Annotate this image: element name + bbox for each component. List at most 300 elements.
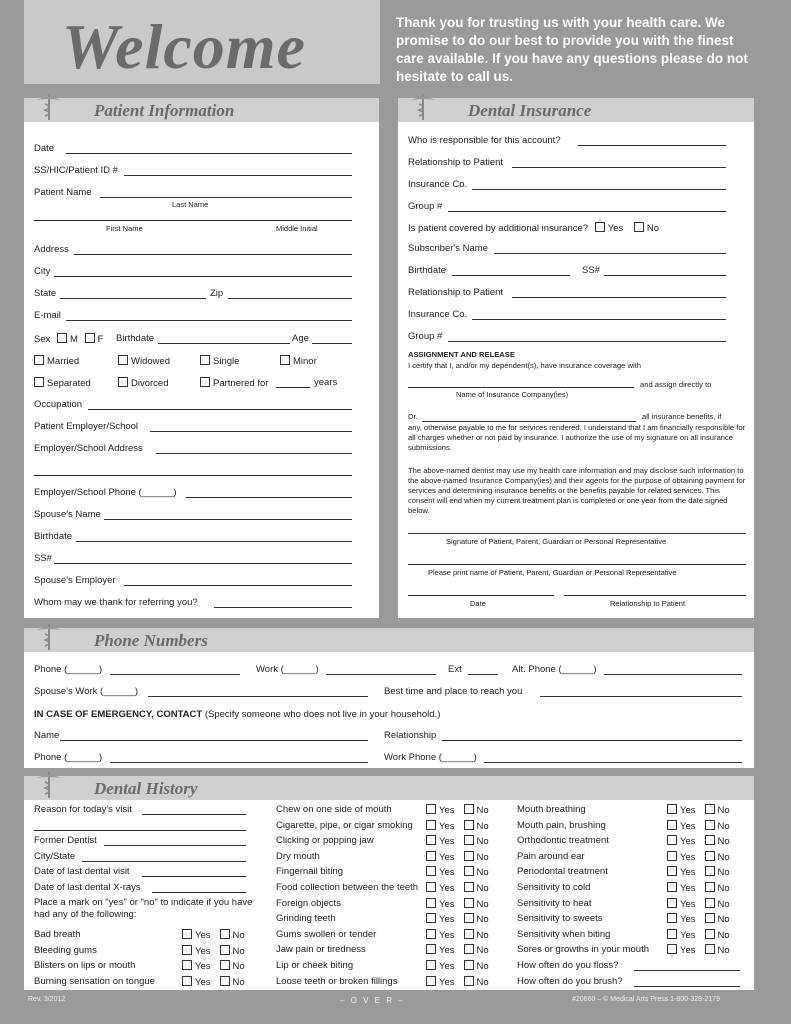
history-item-label: Lip or cheek biting <box>276 960 354 971</box>
no-label: No <box>717 836 730 848</box>
emergency-name-field[interactable] <box>60 740 368 741</box>
married-checkbox[interactable] <box>34 355 44 365</box>
yes-checkbox[interactable] <box>182 945 192 955</box>
years-label: years <box>314 377 338 388</box>
last-visit-label: Date of last dental visit <box>34 866 130 877</box>
age-field[interactable] <box>312 343 352 344</box>
employer-label: Patient Employer/School <box>34 421 139 432</box>
history-item-label: Loose teeth or broken fillings <box>276 975 398 987</box>
yes-no-group <box>426 976 489 988</box>
panel-header <box>24 98 379 122</box>
spouse-work-label: Spouse's Work (______) <box>34 686 139 697</box>
yes-label: Yes <box>439 945 455 957</box>
divorced-option <box>118 377 169 389</box>
ss-id-field[interactable] <box>124 175 352 176</box>
yes-label: Yes <box>680 898 696 910</box>
no-checkbox[interactable] <box>220 929 230 939</box>
no-checkbox[interactable] <box>464 804 474 814</box>
responsible-field[interactable] <box>578 145 726 146</box>
reason-label: Reason for today's visit <box>34 804 132 815</box>
minor-checkbox[interactable] <box>280 355 290 365</box>
history-item-label: Sensitivity to sweets <box>517 913 603 925</box>
insurance-co-label: Insurance Co. <box>408 179 468 190</box>
panel-title: Patient Information <box>94 101 235 120</box>
widowed-checkbox[interactable] <box>118 355 128 365</box>
yes-no-group <box>667 851 730 863</box>
additional-yes-checkbox[interactable] <box>595 222 605 232</box>
yes-no-group <box>667 898 730 910</box>
history-item-label: Chew on one side of mouth <box>276 804 392 815</box>
history-item-label: Foreign objects <box>276 897 341 909</box>
emergency-heading <box>34 709 440 720</box>
emergency-phone-label: Phone (______) <box>34 752 103 763</box>
yes-checkbox[interactable] <box>426 898 436 908</box>
emergency-name-label: Name <box>34 730 60 741</box>
yes-checkbox[interactable] <box>426 835 436 845</box>
employer-address-label: Employer/School Address <box>34 443 143 454</box>
floss-field[interactable] <box>634 970 740 971</box>
no-checkbox[interactable] <box>705 804 715 814</box>
yes-no-group <box>667 804 730 816</box>
partnered-years-field[interactable] <box>276 387 310 388</box>
no-label: No <box>476 945 489 957</box>
date-signed-field[interactable] <box>408 595 554 596</box>
welcome-message: Thank you for trusting us with your health care. We promise to do our best to provide you with the finest care available. If you have any questions please do not hesitate to call us. <box>396 15 748 84</box>
city-state-field[interactable] <box>82 861 246 862</box>
married-label: Married <box>47 356 80 367</box>
no-label: No <box>717 820 730 832</box>
panel-title: Phone Numbers <box>94 631 208 650</box>
history-item-label: Periodontal treatment <box>517 866 608 878</box>
minor-option <box>280 355 317 367</box>
yes-no-group <box>182 976 245 988</box>
yes-checkbox[interactable] <box>667 898 677 908</box>
no-label: No <box>476 851 489 863</box>
assignment-text-2: and assign directly to <box>640 380 712 389</box>
panel-header <box>398 98 754 122</box>
best-time-label: Best time and place to reach you <box>384 686 523 697</box>
emergency-work-phone-field[interactable] <box>484 762 742 763</box>
history-item-label: Pain around ear <box>517 850 585 862</box>
spouse-name-field[interactable] <box>104 519 352 520</box>
additional-ins-row <box>408 222 659 234</box>
no-label: No <box>717 914 730 926</box>
history-item-label: Blisters on lips or mouth <box>34 960 136 972</box>
consent-text: The above-named dentist may use my health care information and may disclose such information to the above-named Insurance Company(ies) and their agents for the purpose of obtaining payment for services and determining insurance benefits or the benefits payable for related services. This consent will end when my current treatment plan is completed or one year from the date signed below. <box>408 466 746 515</box>
last-visit-field[interactable] <box>142 876 246 877</box>
yes-label: Yes <box>439 836 455 848</box>
history-item-label: Grinding teeth <box>276 913 336 925</box>
zip-field[interactable] <box>228 298 352 299</box>
panel-header <box>24 628 754 652</box>
date-field[interactable] <box>66 153 352 154</box>
history-item-label: Clicking or popping jaw <box>276 835 374 847</box>
middle-initial-caption: Middle Initial <box>276 224 318 233</box>
yes-label: Yes <box>680 883 696 894</box>
yes-checkbox[interactable] <box>182 976 192 986</box>
caduceus-icon <box>34 92 64 122</box>
yes-checkbox[interactable] <box>667 882 677 892</box>
no-checkbox[interactable] <box>220 945 230 955</box>
yes-label: Yes <box>195 976 211 988</box>
dental-insurance-panel <box>398 98 754 618</box>
emergency-phone-field[interactable] <box>110 762 368 763</box>
yes-checkbox[interactable] <box>667 804 677 814</box>
yes-checkbox[interactable] <box>426 851 436 861</box>
yes-no-group <box>667 913 730 925</box>
panel-title: Dental History <box>94 779 198 798</box>
alt-phone-label: Alt. Phone (______) <box>512 664 597 675</box>
former-dentist-field[interactable] <box>104 845 246 846</box>
no-label: No <box>717 883 730 894</box>
yes-label: Yes <box>680 805 696 816</box>
no-checkbox[interactable] <box>464 898 474 908</box>
widowed-option <box>118 355 170 367</box>
brush-field[interactable] <box>634 986 740 987</box>
yes-no-group <box>426 835 489 847</box>
age-label: Age <box>292 333 309 344</box>
history-item-label: Sores or growths in your mouth <box>517 944 650 956</box>
history-item-label: Sensitivity to cold <box>517 882 591 893</box>
yes-label: Yes <box>195 961 211 973</box>
yes-checkbox[interactable] <box>667 851 677 861</box>
responsible-label: Who is responsible for this account? <box>408 135 561 146</box>
no-label: No <box>646 223 660 234</box>
widowed-label: Widowed <box>131 356 171 367</box>
insurance-company-field[interactable] <box>408 387 634 388</box>
reason-field-2[interactable] <box>34 830 246 831</box>
divorced-checkbox[interactable] <box>118 377 128 387</box>
history-item-label: Bad breath <box>34 929 81 940</box>
yes-label: Yes <box>680 836 696 848</box>
yes-checkbox[interactable] <box>667 929 677 939</box>
spouse-birthdate-field[interactable] <box>76 541 352 542</box>
yes-label: Yes <box>439 961 455 972</box>
insurance-co2-label: Insurance Co. <box>408 309 468 320</box>
no-label: No <box>717 945 730 957</box>
yes-checkbox[interactable] <box>426 976 436 986</box>
yes-label: Yes <box>439 867 455 879</box>
phone-field[interactable] <box>110 674 240 675</box>
welcome-title: Welcome <box>62 11 306 82</box>
marital-row-1 <box>34 355 79 367</box>
dental-history-panel <box>24 776 754 990</box>
history-item-label: Mouth breathing <box>517 804 586 815</box>
employer-phone-label: Employer/School Phone (______) <box>34 487 177 498</box>
yes-label: Yes <box>439 851 455 863</box>
relationship-field[interactable] <box>512 167 726 168</box>
spouse-ss-label: SS# <box>34 553 52 564</box>
spouse-employer-label: Spouse's Employer <box>34 575 116 586</box>
dr-field[interactable] <box>422 421 636 422</box>
sex-m-label: M <box>70 334 78 345</box>
group-label: Group # <box>408 201 443 212</box>
subscriber-label: Subscriber's Name <box>408 243 488 254</box>
panel-title: Dental Insurance <box>468 101 592 120</box>
signature-caption: Signature of Patient, Parent, Guardian or Personal Representative <box>446 537 667 546</box>
separated-option <box>34 377 91 389</box>
group2-label: Group # <box>408 331 443 342</box>
yes-no-group <box>182 960 245 972</box>
employer-phone-field[interactable] <box>186 497 352 498</box>
no-checkbox[interactable] <box>464 960 474 970</box>
yes-checkbox[interactable] <box>426 820 436 830</box>
no-checkbox[interactable] <box>464 835 474 845</box>
sub-ss-label: SS# <box>582 265 600 276</box>
insurance-co-field[interactable] <box>472 189 726 190</box>
yes-checkbox[interactable] <box>426 804 436 814</box>
work-label: Work (______) <box>256 664 319 675</box>
no-checkbox[interactable] <box>705 929 715 939</box>
yes-checkbox[interactable] <box>667 913 677 923</box>
yes-checkbox[interactable] <box>426 944 436 954</box>
minor-label: Minor <box>293 356 317 367</box>
birthdate-field[interactable] <box>158 343 290 344</box>
assignment-text-1: I certify that I, and/or my dependent(s), have insurance coverage with <box>408 361 641 370</box>
no-label: No <box>476 836 489 848</box>
no-label: No <box>476 883 489 894</box>
no-label: No <box>717 805 730 816</box>
sex-f-label: F <box>97 334 104 345</box>
yes-no-group <box>426 929 489 941</box>
yes-checkbox[interactable] <box>182 929 192 939</box>
zip-label: Zip <box>210 288 224 299</box>
employer-address-field-2[interactable] <box>34 475 352 476</box>
first-name-caption: First Name <box>106 224 143 233</box>
yes-no-group <box>426 851 489 863</box>
occupation-field[interactable] <box>88 409 352 410</box>
yes-label: Yes <box>607 223 624 234</box>
brush-label: How often do you brush? <box>517 976 623 987</box>
no-label: No <box>717 898 730 910</box>
best-time-field[interactable] <box>540 696 742 697</box>
relationship-caption: Relationship to Patient <box>610 599 686 608</box>
no-label: No <box>717 851 730 863</box>
no-label: No <box>476 898 489 910</box>
no-checkbox[interactable] <box>464 913 474 923</box>
yes-label: Yes <box>680 945 696 957</box>
yes-checkbox[interactable] <box>426 882 436 892</box>
no-label: No <box>717 929 730 941</box>
yes-label: Yes <box>439 929 455 941</box>
insurance-co2-field[interactable] <box>472 319 726 320</box>
yes-no-group <box>426 866 489 878</box>
print-name-field[interactable] <box>408 564 746 565</box>
patient-information-panel <box>24 98 379 618</box>
employer-field[interactable] <box>150 431 352 432</box>
yes-no-group <box>667 835 730 847</box>
separated-label: Separated <box>47 378 91 389</box>
dr-label: Dr. <box>408 412 418 421</box>
spouse-employer-field[interactable] <box>124 585 352 586</box>
sub-birthdate-field[interactable] <box>452 275 570 276</box>
no-checkbox[interactable] <box>464 851 474 861</box>
yes-no-group <box>426 804 489 816</box>
emergency-relationship-field[interactable] <box>442 740 742 741</box>
yes-checkbox[interactable] <box>182 960 192 970</box>
yes-no-group <box>426 960 489 972</box>
no-label: No <box>717 867 730 879</box>
single-checkbox[interactable] <box>200 355 210 365</box>
subscriber-field[interactable] <box>494 253 726 254</box>
first-name-field[interactable] <box>34 220 352 221</box>
relationship-signed-field[interactable] <box>564 595 746 596</box>
relationship2-field[interactable] <box>512 297 726 298</box>
work-field[interactable] <box>326 674 436 675</box>
no-checkbox[interactable] <box>705 898 715 908</box>
ext-field[interactable] <box>468 674 498 675</box>
no-label: No <box>232 976 245 988</box>
yes-no-group <box>426 882 489 894</box>
no-checkbox[interactable] <box>705 882 715 892</box>
emergency-relationship-label: Relationship <box>384 730 437 741</box>
yes-checkbox[interactable] <box>426 913 436 923</box>
yes-label: Yes <box>680 867 696 879</box>
yes-checkbox[interactable] <box>667 944 677 954</box>
relationship-label: Relationship to Patient <box>408 157 504 168</box>
assignment-text-3: all insurance benefits, if <box>642 412 722 421</box>
yes-checkbox[interactable] <box>426 929 436 939</box>
history-item-label: Sensitivity when biting <box>517 928 611 940</box>
sex-m-checkbox[interactable] <box>57 333 67 343</box>
yes-no-group <box>426 898 489 910</box>
history-item-label: Sensitivity to heat <box>517 897 592 909</box>
spouse-birthdate-label: Birthdate <box>34 531 73 542</box>
no-checkbox[interactable] <box>464 929 474 939</box>
no-label: No <box>476 976 489 988</box>
spouse-work-field[interactable] <box>148 696 368 697</box>
yes-no-group <box>667 929 730 941</box>
no-checkbox[interactable] <box>464 820 474 830</box>
floss-label: How often do you floss? <box>517 960 619 971</box>
no-label: No <box>232 961 245 973</box>
yes-no-group <box>182 929 245 941</box>
emergency-work-phone-label: Work Phone (______) <box>384 752 477 763</box>
no-label: No <box>476 820 489 832</box>
date-caption: Date <box>470 599 486 608</box>
partnered-checkbox[interactable] <box>200 377 210 387</box>
state-field[interactable] <box>60 298 206 299</box>
reason-field[interactable] <box>142 814 246 815</box>
last-xray-field[interactable] <box>152 892 246 893</box>
no-checkbox[interactable] <box>705 944 715 954</box>
no-checkbox[interactable] <box>464 944 474 954</box>
sex-row <box>34 333 103 345</box>
yes-label: Yes <box>439 805 455 816</box>
separated-checkbox[interactable] <box>34 377 44 387</box>
spouse-ss-field[interactable] <box>54 563 352 564</box>
email-field[interactable] <box>66 320 352 321</box>
spouse-name-label: Spouse's Name <box>34 509 101 520</box>
no-checkbox[interactable] <box>220 976 230 986</box>
assignment-text-4: any, otherwise payable to me for services rendered. I understand that I am financially responsible for all charges whether or not paid by insurance. I authorize the use of my signature on all insurance submissions. <box>408 423 746 452</box>
city-field[interactable] <box>54 276 352 277</box>
single-label: Single <box>213 356 240 367</box>
yes-label: Yes <box>195 945 211 957</box>
history-item-label: Burning sensation on tongue <box>34 975 155 987</box>
former-dentist-label: Former Dentist <box>34 835 97 846</box>
no-checkbox[interactable] <box>705 866 715 876</box>
no-checkbox[interactable] <box>464 976 474 986</box>
address-field[interactable] <box>74 254 352 255</box>
yes-no-group <box>667 944 730 956</box>
group2-field[interactable] <box>448 341 726 342</box>
revision-date: Rev. 3/2012 <box>28 996 66 1003</box>
history-item-label: Cigarette, pipe, or cigar smoking <box>276 819 413 831</box>
yes-no-group <box>667 820 730 832</box>
referral-label: Whom may we thank for referring you? <box>34 597 198 608</box>
no-checkbox[interactable] <box>705 913 715 923</box>
sub-ss-field[interactable] <box>604 275 726 276</box>
signature-field[interactable] <box>408 533 746 534</box>
employer-address-field[interactable] <box>156 453 352 454</box>
history-item-label: Fingernail biting <box>276 866 344 878</box>
relationship2-label: Relationship to Patient <box>408 287 504 298</box>
history-item-label: Bleeding gums <box>34 944 97 956</box>
no-checkbox[interactable] <box>705 820 715 830</box>
yes-checkbox[interactable] <box>426 866 436 876</box>
group-field[interactable] <box>448 211 726 212</box>
yes-checkbox[interactable] <box>667 835 677 845</box>
yes-label: Yes <box>439 976 455 988</box>
last-name-field[interactable] <box>100 197 352 198</box>
yes-label: Yes <box>439 898 455 910</box>
no-checkbox[interactable] <box>220 960 230 970</box>
email-label: E-mail <box>34 310 61 321</box>
print-name-caption: Please print name of Patient, Parent, Guardian or Personal Representative <box>428 568 677 577</box>
no-checkbox[interactable] <box>705 835 715 845</box>
no-label: No <box>476 929 489 941</box>
partnered-option <box>200 377 268 389</box>
no-label: No <box>476 914 489 926</box>
yes-no-group <box>426 944 489 956</box>
sex-f-checkbox[interactable] <box>85 333 95 343</box>
history-item-label: Mouth pain, brushing <box>517 819 606 831</box>
alt-phone-field[interactable] <box>604 674 742 675</box>
no-label: No <box>476 961 489 972</box>
history-item-label: Food collection between the teeth <box>276 882 419 893</box>
yes-no-group <box>667 882 730 894</box>
yes-checkbox[interactable] <box>426 960 436 970</box>
additional-ins-label: Is patient covered by additional insurance? <box>408 223 589 234</box>
partnered-label: Partnered for <box>213 378 269 389</box>
no-checkbox[interactable] <box>464 882 474 892</box>
yes-label: Yes <box>439 820 455 832</box>
panel-header <box>24 776 754 800</box>
yes-label: Yes <box>439 883 455 894</box>
ss-id-label: SS/HIC/Patient ID # <box>34 165 118 176</box>
yes-checkbox[interactable] <box>667 820 677 830</box>
yes-no-group <box>182 945 245 957</box>
yes-checkbox[interactable] <box>667 866 677 876</box>
history-instruction: Place a mark on "yes" or "no" to indicate if you have had any of the following: <box>34 897 253 920</box>
additional-no-checkbox[interactable] <box>634 222 644 232</box>
history-item-label: Jaw pain or tiredness <box>276 944 366 956</box>
yes-label: Yes <box>195 930 211 941</box>
yes-no-group <box>426 913 489 925</box>
no-checkbox[interactable] <box>705 851 715 861</box>
sex-label: Sex <box>34 334 51 345</box>
no-checkbox[interactable] <box>464 866 474 876</box>
yes-label: Yes <box>680 914 696 926</box>
city-state-label: City/State <box>34 851 76 862</box>
history-item-label: Gums swollen or tender <box>276 928 377 940</box>
birthdate-label: Birthdate <box>116 333 155 344</box>
referral-field[interactable] <box>214 607 352 608</box>
history-item-label: Dry mouth <box>276 850 320 862</box>
yes-label: Yes <box>680 851 696 863</box>
ext-label: Ext <box>448 664 462 675</box>
